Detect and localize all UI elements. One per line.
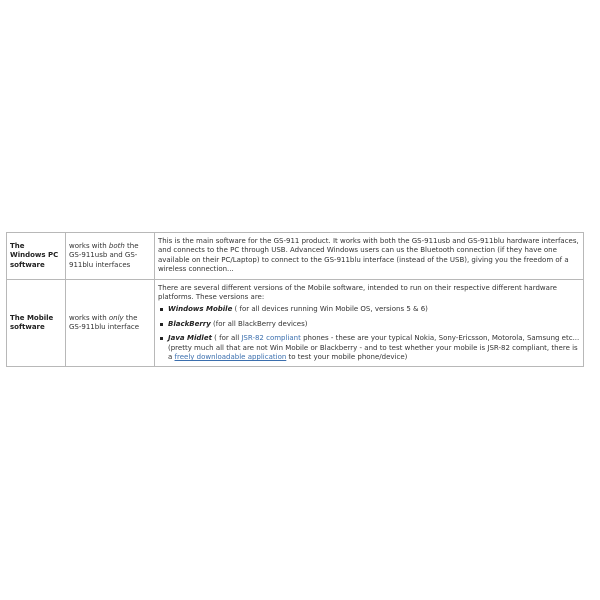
platform-name: Windows Mobile <box>168 305 233 314</box>
mobile-software-name: The Mobile software <box>7 279 66 367</box>
compat-emphasis: both <box>108 241 125 250</box>
platform-text: (for all BlackBerry devices) <box>210 319 308 328</box>
mobile-compatibility <box>66 279 155 367</box>
compat-pre: works with <box>69 241 109 250</box>
platform-text-pre: ( for all <box>211 334 242 343</box>
compat-emphasis: only <box>108 313 124 322</box>
platform-text: ( for all devices running Win Mobile OS, versions 5 & 6) <box>232 305 428 314</box>
compat-post: the GS-911usb and GS-911blu interfaces <box>69 241 139 269</box>
mobile-intro: There are several different versions of the Mobile software, intended to run on their respective different hardware platforms. These versions are: <box>158 283 557 302</box>
compat-pre: works with <box>69 313 109 322</box>
square-bullet-icon <box>160 337 163 340</box>
windows-description-cell <box>155 233 584 280</box>
windows-software-name: The Windows PC software <box>7 233 66 280</box>
list-item-blackberry <box>158 320 580 329</box>
table-row-windows <box>7 233 584 280</box>
platform-name: BlackBerry <box>168 319 211 328</box>
platform-name: Java Midlet <box>168 334 212 343</box>
square-bullet-icon <box>160 308 163 311</box>
software-table <box>6 232 584 367</box>
windows-description: This is the main software for the GS-911 product. It works with both the GS-911usb and GS-911blu hardware interfaces, and connects to the PC through USB. Advanced Windows users can us the Bluetooth connection (if they have one available on their PC/Laptop) to connect to the GS-911blu interface (instead of the USB), giving you the freedom of a wireless connection... <box>158 237 579 274</box>
list-item-windows-mobile <box>158 305 580 314</box>
compat-post: the GS-911blu interface <box>69 313 140 332</box>
table-row-mobile <box>7 279 584 367</box>
platform-text-post: to test your mobile phone/device) <box>286 353 408 362</box>
mobile-versions-list <box>158 305 580 362</box>
jsr82-compliant-link[interactable]: JSR-82 compliant <box>241 334 301 343</box>
windows-compatibility <box>66 233 155 280</box>
freely-downloadable-application-link[interactable]: freely downloadable application <box>174 353 287 362</box>
mobile-description-cell <box>155 279 584 367</box>
square-bullet-icon <box>160 323 163 326</box>
list-item-java-midlet <box>158 334 580 362</box>
platform-text-mid: phones - these are your typical Nokia, Sony-Ericsson, Motorola, Samsung etc... (pretty much all that are not Win Mobile or Blackberry - and to test whether your mobile is JSR-82 compliant, there is a <box>168 334 580 362</box>
